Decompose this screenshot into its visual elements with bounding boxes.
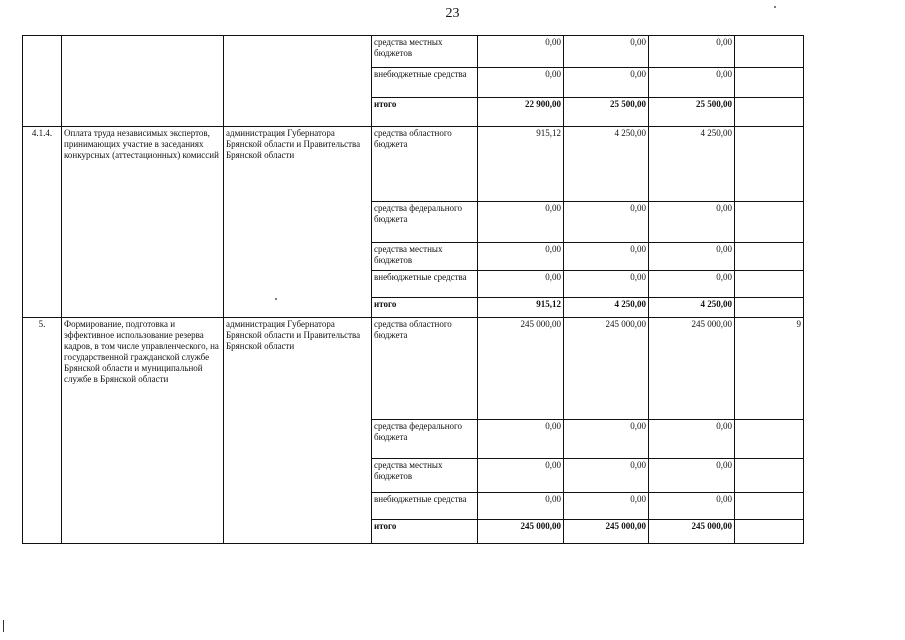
source-cell: средства федерального бюджета [372, 202, 478, 243]
scan-speck [275, 298, 277, 300]
source-cell: итого [372, 520, 478, 544]
value-cell: 22 900,00 [478, 98, 564, 127]
value-cell: 0,00 [649, 243, 735, 271]
value-cell: 245 000,00 [564, 318, 649, 420]
value-cell: 25 500,00 [649, 98, 735, 127]
note-cell [735, 127, 804, 202]
value-cell: 0,00 [478, 202, 564, 243]
source-cell: итого [372, 298, 478, 318]
source-cell: средства местных бюджетов [372, 243, 478, 271]
note-cell [735, 98, 804, 127]
budget-table [22, 35, 804, 544]
value-cell: 0,00 [564, 420, 649, 459]
value-cell: 0,00 [649, 202, 735, 243]
source-cell: итого [372, 98, 478, 127]
value-cell: 4 250,00 [649, 298, 735, 318]
number-cell: 4.1.4. [23, 127, 62, 318]
name-cell: Оплата труда независимых экспертов, принимающих участие в заседаниях конкурсных (аттестационных) комиссий [62, 127, 224, 318]
scan-edge-mark [3, 620, 4, 632]
note-cell [735, 298, 804, 318]
number-cell: 5. [23, 318, 62, 544]
value-cell: 0,00 [564, 243, 649, 271]
value-cell: 915,12 [478, 127, 564, 202]
note-cell [735, 459, 804, 493]
value-cell: 0,00 [478, 36, 564, 68]
value-cell: 0,00 [478, 68, 564, 98]
note-cell: 9 [735, 318, 804, 420]
source-cell: внебюджетные средства [372, 68, 478, 98]
value-cell: 0,00 [478, 493, 564, 520]
number-cell [23, 36, 62, 127]
name-cell [62, 36, 224, 127]
value-cell: 0,00 [564, 202, 649, 243]
value-cell: 0,00 [478, 243, 564, 271]
name-cell: Формирование, подготовка и эффективное использование резерва кадров, в том числе управленческого, на государственной гражданской службе Брянской области и муниципальной службе в Брянской области [62, 318, 224, 544]
value-cell: 0,00 [564, 459, 649, 493]
page-number: 23 [445, 6, 460, 21]
note-cell [735, 36, 804, 68]
value-cell: 0,00 [564, 271, 649, 298]
value-cell: 0,00 [478, 459, 564, 493]
executor-cell [224, 36, 372, 127]
value-cell: 25 500,00 [564, 98, 649, 127]
source-cell: средства областного бюджета [372, 318, 478, 420]
source-cell: средства областного бюджета [372, 127, 478, 202]
value-cell: 0,00 [649, 36, 735, 68]
value-cell: 0,00 [564, 68, 649, 98]
value-cell: 4 250,00 [649, 127, 735, 202]
value-cell: 0,00 [649, 420, 735, 459]
value-cell: 0,00 [649, 493, 735, 520]
note-cell [735, 493, 804, 520]
note-cell [735, 202, 804, 243]
note-cell [735, 520, 804, 544]
source-cell: средства местных бюджетов [372, 36, 478, 68]
note-cell [735, 271, 804, 298]
executor-cell: администрация Губернатора Брянской области и Правительства Брянской области [224, 127, 372, 318]
executor-cell: администрация Губернатора Брянской области и Правительства Брянской области [224, 318, 372, 544]
source-cell: внебюджетные средства [372, 493, 478, 520]
scan-speck [774, 6, 776, 8]
value-cell: 0,00 [478, 271, 564, 298]
value-cell: 0,00 [478, 420, 564, 459]
value-cell: 245 000,00 [564, 520, 649, 544]
source-cell: средства федерального бюджета [372, 420, 478, 459]
source-cell: внебюджетные средства [372, 271, 478, 298]
value-cell: 4 250,00 [564, 127, 649, 202]
value-cell: 0,00 [564, 493, 649, 520]
value-cell: 915,12 [478, 298, 564, 318]
table-row [23, 318, 804, 420]
value-cell: 0,00 [649, 271, 735, 298]
value-cell: 0,00 [649, 68, 735, 98]
note-cell [735, 420, 804, 459]
value-cell: 0,00 [564, 36, 649, 68]
note-cell [735, 243, 804, 271]
value-cell: 4 250,00 [564, 298, 649, 318]
table-row [23, 127, 804, 202]
note-cell [735, 68, 804, 98]
value-cell: 0,00 [649, 459, 735, 493]
value-cell: 245 000,00 [649, 318, 735, 420]
value-cell: 245 000,00 [649, 520, 735, 544]
value-cell: 245 000,00 [478, 318, 564, 420]
source-cell: средства местных бюджетов [372, 459, 478, 493]
value-cell: 245 000,00 [478, 520, 564, 544]
table-row [23, 36, 804, 68]
